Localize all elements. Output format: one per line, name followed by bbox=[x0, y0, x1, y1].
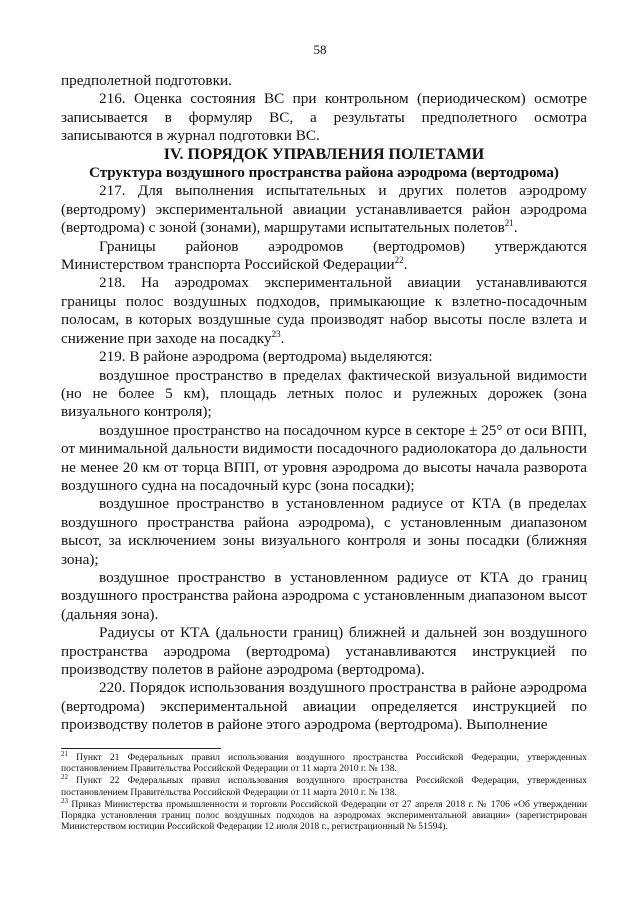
paragraph-218 bbox=[61, 274, 587, 348]
subsection-heading: Структура воздушного пространства района аэродрома (вертодрома) bbox=[89, 165, 559, 182]
footnote-marker: 21 bbox=[61, 749, 68, 758]
footnote-marker: 22 bbox=[61, 773, 68, 782]
paragraph-near-zone: воздушное пространство в установленном радиусе от КТА (в пределах воздушного пространства района аэродрома), с установленным диапазоном высот, за исключением зоны визуального контроля и зоны посадки (ближняя зона); bbox=[61, 495, 587, 568]
footnote-23 bbox=[61, 796, 587, 833]
footnote-22 bbox=[61, 775, 587, 797]
paragraph-216: 216. Оценка состояния ВС при контрольном (периодическом) осмотре записывается в формуляр ВС, а результаты предполетного осмотра записываются в журнал подготовки ВС. bbox=[61, 90, 587, 145]
paragraph-continuation: предполетной подготовки. bbox=[61, 72, 232, 89]
page-number: 58 bbox=[313, 42, 327, 57]
paragraph-219: 219. В районе аэродрома (вертодрома) выделяются: bbox=[99, 348, 433, 366]
paragraph-visual-zone: воздушное пространство в пределах фактической визуальной видимости (но не более 5 км), площадь летных полос и рулежных дорожек (зона визуального контроля); bbox=[61, 366, 587, 421]
paragraph-220: 220. Порядок использования воздушного пространства в районе аэродрома (вертодрома) экспериментальной авиации определяется инструкцией по производству полетов в районе этого аэродрома (вертодрома). Выполнение bbox=[61, 679, 587, 734]
paragraph-218-text: 218. На аэродромах экспериментальной авиации устанавливаются границы полос воздушных подходов, примыкающие к взлетно-посадочным полосам, в которых воздушные суда производят набор высоты после взлета и снижение при заходе на посадку bbox=[61, 274, 587, 347]
footnotes bbox=[61, 749, 587, 833]
body-text bbox=[61, 72, 587, 735]
footnote-21 bbox=[61, 749, 587, 775]
footnote-divider bbox=[61, 748, 221, 749]
footnote-ref-23: 23 bbox=[271, 328, 281, 339]
footnote-text: Пункт 21 Федеральных правил использования воздушного пространства Российской Федерации, утвержденных постановлением Правительства Российской Федерации от 11 марта 2010 г. № 138. bbox=[61, 752, 587, 775]
section-heading: IV. ПОРЯДОК УПРАВЛЕНИЯ ПОЛЕТАМИ bbox=[163, 145, 485, 163]
paragraph-boundaries-text: Границы районов аэродромов (вертодромов) утверждаются Министерством транспорта Российской Федерации bbox=[61, 237, 587, 274]
paragraph-217 bbox=[61, 182, 587, 237]
paragraph-far-zone: воздушное пространство в установленном радиусе от КТА до границ воздушного пространства района аэродрома с установленным диапазоном высот (дальняя зона). bbox=[61, 568, 587, 623]
paragraph-217-text: 217. Для выполнения испытательных и других полетов аэродрому (вертодрому) экспериментальной авиации устанавливается район аэродрома (вертодрома) с зоной (зонами), маршрутами испытательных полетов bbox=[61, 182, 587, 237]
paragraph-boundaries-end: . bbox=[403, 256, 408, 274]
footnote-ref-22: 22 bbox=[394, 255, 404, 265]
footnote-text: Пункт 22 Федеральных правил использования воздушного пространства Российской Федерации, утвержденных постановлением Правительства Российской Федерации от 11 марта 2010 г. № 138. bbox=[61, 775, 587, 798]
paragraph-radii: Радиусы от КТА (дальности границ) ближней и дальней зон воздушного пространства аэродрома (вертодрома) устанавливаются инструкцией по производству полетов в районе аэродрома (вертодрома). bbox=[61, 624, 587, 678]
footnote-ref-21: 21 bbox=[504, 218, 514, 229]
paragraph-boundaries bbox=[61, 238, 587, 275]
paragraph-217-end: . bbox=[513, 219, 518, 237]
footnote-marker: 23 bbox=[61, 796, 68, 805]
paragraph-218-end: . bbox=[280, 329, 285, 347]
paragraph-landing-zone: воздушное пространство на посадочном курсе в секторе ± 25° от оси ВПП, от минимальной дальности видимости посадочного радиолокатора до дальности не менее 20 км от торца ВПП, от уровня аэродрома до высоты начала разворота воздушного судна на посадочный курс (зона посадки); bbox=[61, 421, 587, 494]
footnote-text: Приказ Министерства промышленности и торговли Российской Федерации от 27 апреля 2018 г. № 1706 «Об утверждении Порядка установления границ полос воздушных подходов на аэродромах экспериментальной авиации» (зарегистрирован Министерством юстиции Российской Федерации 12 июля 2018 г., регистрационный № 51594). bbox=[61, 798, 587, 833]
